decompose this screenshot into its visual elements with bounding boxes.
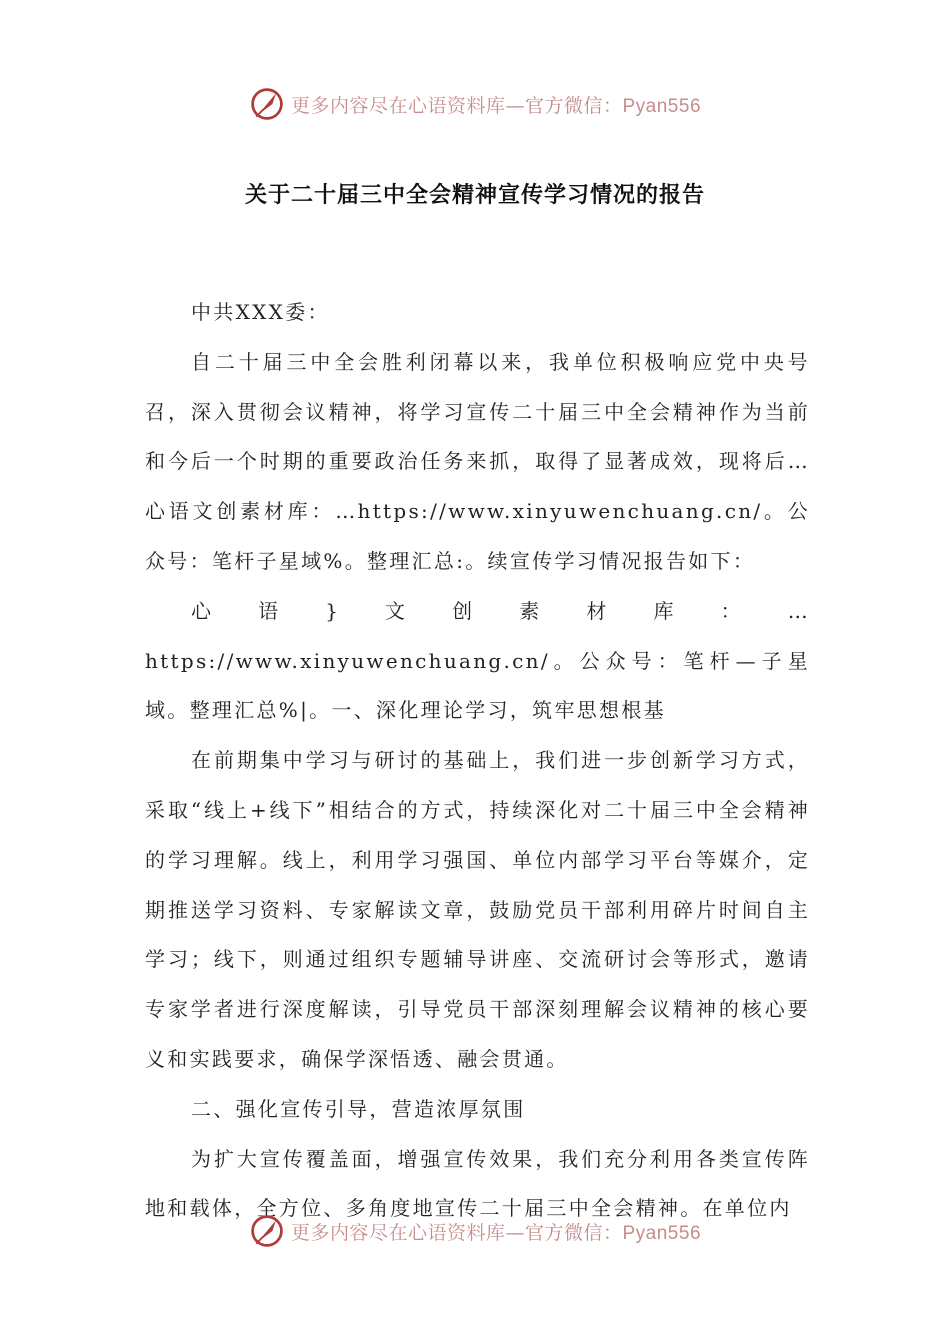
watermark-dash: — <box>505 1221 525 1244</box>
watermark-wechat-id: Pyan556 <box>622 1222 702 1244</box>
document-title: 关于二十届三中全会精神宣传学习情况的报告 <box>244 183 705 208</box>
section-heading: 二、强化宣传引导，营造浓厚氛围 <box>191 1096 526 1121</box>
watermark-site: 更多内容尽在心语资料库 <box>290 1221 506 1244</box>
paragraph: 在前期集中学习与研讨的基础上，我们进一步创新学习方式，采取“线上+线下”相结合的方式，持续深化对二十届三中全会精神的学习理解。线上，利用学习强国、单位内部学习平台等媒介，定期推送学习资料、专家解读文章，鼓励党员干部利用碎片时间自主学习；线下，则通过组织专题辅导讲座、交流研讨会等形式，邀请专家学者进行深度解读，引导党员干部深刻理解会议精神的核心要义和实践要求，确保学深悟透、融会贯通。 <box>145 748 810 1071</box>
watermark-text <box>291 91 701 118</box>
watermark-wechat-label: 官方微信： <box>524 94 623 117</box>
quill-logo-icon <box>249 86 285 122</box>
paragraph: 自二十届三中全会胜利闭幕以来，我单位积极响应党中央号召，深入贯彻会议精神，将学习宣传二十届三中全会精神作为当前和今后一个时期的重要政治任务来抓，取得了显著成效，现将后…心语文创素材库：…https://www.xinyuwenchuang.cn/。公众号：笔杆子星域%。整理汇总:。续宣传学习情况报告如下： <box>145 349 810 573</box>
header-watermark-banner <box>0 84 950 124</box>
footer-watermark-banner <box>0 1211 950 1251</box>
watermark-text <box>291 1218 701 1245</box>
watermark-site: 更多内容尽在心语资料库 <box>290 94 506 117</box>
document-body <box>145 288 810 1234</box>
paragraph: 心语}文创素材库：…https://www.xinyuwenchuang.cn/。公众号：笔杆—子星域。整理汇总%|。一、深化理论学习，筑牢思想根基 <box>145 598 810 723</box>
quill-logo-icon <box>249 1213 285 1249</box>
watermark-dash: — <box>505 94 525 117</box>
salutation: 中共XXX委： <box>191 300 330 324</box>
paragraph: 为扩大宣传覆盖面，增强宣传效果，我们充分利用各类宣传阵地和载体，全方位、多角度地宣传二十届三中全会精神。在单位内 <box>145 1146 810 1221</box>
watermark-wechat-label: 官方微信： <box>524 1221 623 1244</box>
watermark-wechat-id: Pyan556 <box>622 95 702 117</box>
